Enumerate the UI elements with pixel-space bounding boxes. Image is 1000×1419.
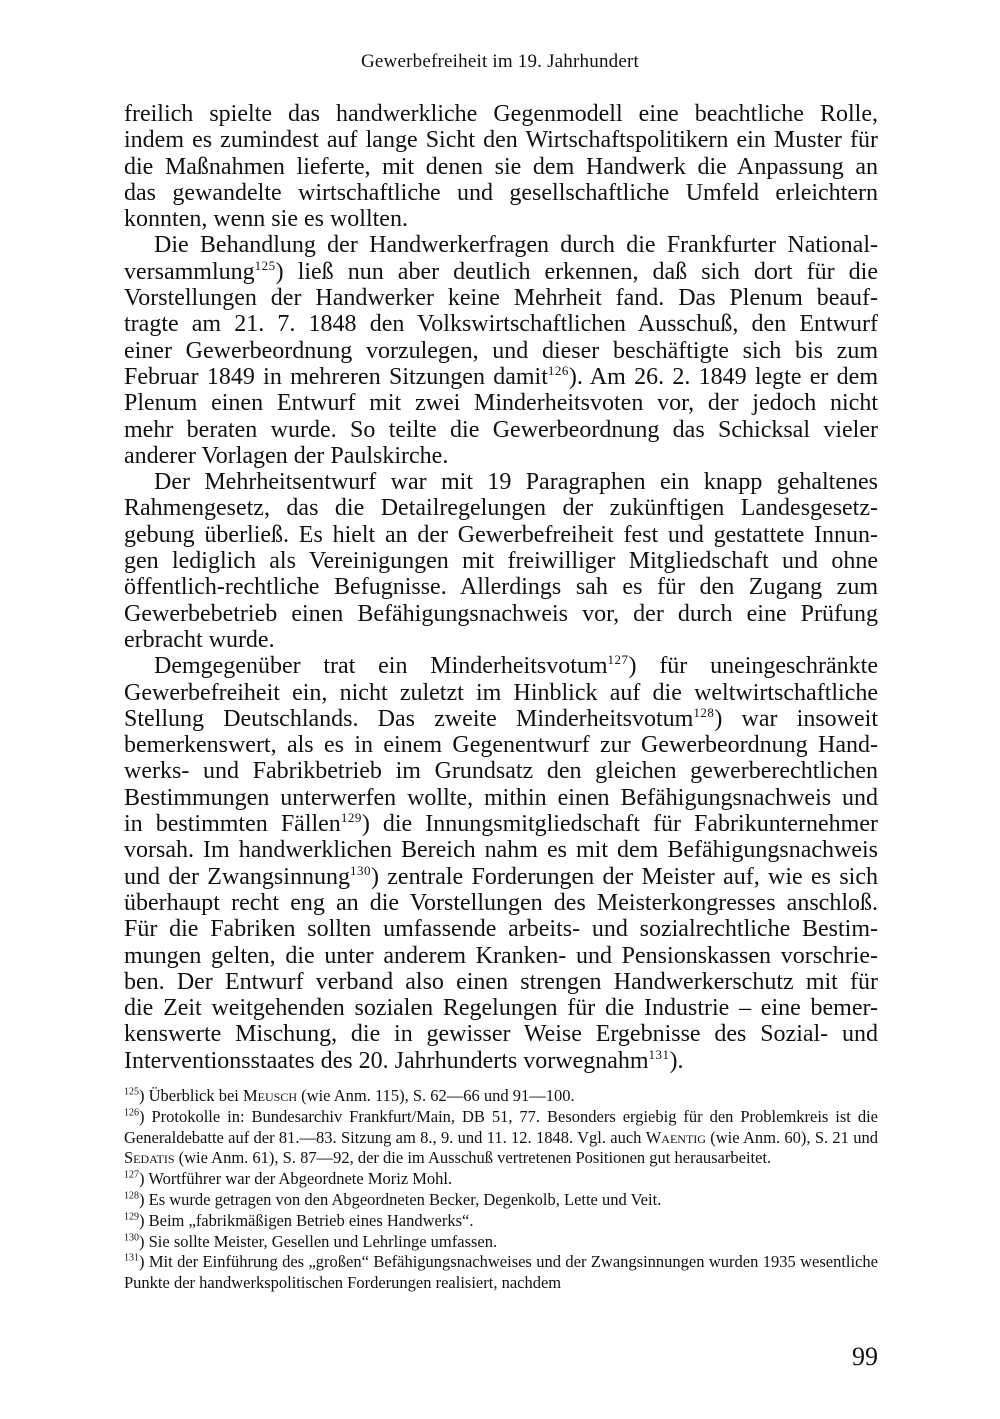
footnote-author: Meusch [243, 1086, 298, 1105]
text-line [124, 864, 878, 890]
paragraph [124, 653, 878, 1074]
text-line: vorsah. Im handwerklichen Bereich nahm es mit dem Befähigungsnachweis [124, 837, 878, 864]
text-line: anderer Vorlagen der Paulskirche. [124, 442, 449, 469]
text-line [124, 653, 878, 679]
running-header: Gewerbefreiheit im 19. Jahrhundert [361, 51, 639, 72]
text-line: die Maßnahmen lieferte, mit denen sie dem Handwerk die Anpassung an [124, 153, 878, 180]
text-line [124, 259, 878, 285]
text-segment: ) war insoweit [714, 705, 878, 732]
text-line: freilich spielte das handwerkliche Gegenmodell eine beachtliche Rolle, [124, 101, 878, 127]
text-segment: in bestimmten Fällen [124, 811, 341, 838]
footnote-number: 129 [124, 1211, 139, 1223]
footnote-number: 128 [124, 1190, 139, 1202]
paragraph [124, 469, 878, 653]
text-line [124, 1048, 878, 1074]
text-line: bemerkenswert, als es in einem Gegenentwurf zur Gewerbeordnung Hand- [124, 732, 878, 759]
text-line [124, 364, 878, 390]
text-line: Der Mehrheitsentwurf war mit 19 Paragraphen ein knapp gehaltenes [154, 469, 878, 496]
body-text [124, 101, 878, 1074]
footnote-text: ) Sie sollte Meister, Gesellen und Lehrlinge umfassen. [139, 1231, 498, 1251]
footnote-127 [124, 1169, 878, 1190]
text-line [124, 811, 878, 837]
text-segment: ) ließ nun aber deutlich erkennen, daß sich dort für die [275, 258, 878, 285]
text-line: öffentlich-rechtliche Befugnisse. Allerdings sah es für den Zugang zum [124, 574, 878, 601]
text-line: ben. Der Entwurf verband also einen strengen Handwerkerschutz mit für [124, 968, 878, 995]
text-segment: Interventionsstaates des 20. Jahrhunderts vorwegnahm [124, 1047, 649, 1074]
text-line: Bestimmungen unterwerfen wollte, mithin einen Befähigungsnachweis und [124, 784, 878, 811]
text-line: gebung überließ. Es hielt an der Gewerbefreiheit fest und gestattete Innun- [124, 521, 878, 548]
footnote-author: Waentig [645, 1127, 706, 1147]
text-line: mehr beraten wurde. So teilte die Gewerbeordnung das Schicksal vieler [124, 416, 878, 443]
text-line: indem es zumindest auf lange Sicht den Wirtschaftspolitikern ein Muster für [124, 127, 878, 154]
text-line: die Zeit weitgehenden sozialen Regelungen für die Industrie – eine bemer- [124, 995, 878, 1022]
paragraph [124, 232, 878, 469]
text-line: das gewandelte wirtschaftliche und gesellschaftliche Umfeld erleichtern [124, 179, 878, 206]
footnote-130 [124, 1232, 878, 1253]
footnote-ref: 125 [254, 257, 276, 273]
footnote-131 [124, 1252, 878, 1294]
footnote-ref: 131 [648, 1046, 670, 1062]
page-number: 99 [852, 1342, 878, 1371]
footnote-text: (wie Anm. 115), S. 62—66 und 91—100. [297, 1086, 575, 1105]
text-line: konnten, wenn sie es wollten. [124, 206, 408, 233]
footnote-ref: 126 [547, 362, 569, 378]
text-line: mungen gelten, die unter anderem Kranken- und Pensionskassen vorschrie- [124, 942, 878, 969]
footnote-number: 125 [124, 1086, 139, 1098]
text-line: erbracht wurde. [124, 626, 275, 653]
text-line: einer Gewerbeordnung vorzulegen, und dieser beschäftigte sich bis zum [124, 337, 878, 364]
text-segment: ) die Innungsmitgliedschaft für Fabrikunternehmer [361, 811, 878, 838]
text-line: Rahmengesetz, das die Detailregelungen der zukünftigen Landesgesetz- [124, 495, 878, 522]
footnote-text: (wie Anm. 60), S. 21 und [705, 1127, 878, 1147]
text-segment: ). [669, 1047, 684, 1074]
footnote-text: ) Protokolle in: Bundesarchiv Frankfurt/Main, DB 51, 77. Besonders ergiebig für den Problemkreis ist die Generaldebatte auf der 81.—83. Sitzung am 8., 9. und 11. 12. 1848. Vgl. auch [124, 1106, 878, 1147]
footnote-number: 131 [124, 1252, 139, 1264]
text-segment: Februar 1849 in mehreren Sitzungen damit [124, 363, 548, 390]
text-segment: ) zentrale Forderungen der Meister auf, wie es sich [370, 863, 879, 890]
footnote-128 [124, 1190, 878, 1211]
text-line: tragte am 21. 7. 1848 den Volkswirtschaftlichen Ausschuß, den Entwurf [124, 311, 878, 338]
text-line: werks- und Fabrikbetrieb im Grundsatz den gleichen gewerberechtlichen [124, 758, 878, 785]
footnote-number: 126 [124, 1107, 139, 1119]
text-line: Für die Fabriken sollten umfassende arbeits- und sozialrechtliche Bestim- [124, 916, 878, 943]
footnote-text: (wie Anm. 61), S. 87—92, der die im Ausschuß vertretenen Positionen gut herausarbeitet. [174, 1148, 772, 1168]
text-segment: Demgegenüber trat ein Minderheitsvotum [154, 653, 608, 680]
footnote-number: 130 [124, 1232, 139, 1244]
footnote-text: ) Überblick bei [139, 1086, 244, 1105]
text-segment: ). Am 26. 2. 1849 legte er dem [568, 363, 878, 390]
text-segment: ) für uneingeschränkte [628, 653, 879, 680]
footnotes [124, 1086, 878, 1294]
footnote-number: 127 [124, 1169, 139, 1181]
text-line: Gewerbebetrieb einen Befähigungsnachweis vor, der durch eine Prüfung [124, 600, 878, 627]
text-line: kenswerte Mischung, die in gewisser Weise Ergebnisse des Sozial- und [124, 1021, 878, 1048]
footnote-129 [124, 1211, 878, 1232]
text-line: Plenum einen Entwurf mit zwei Minderheitsvoten vor, der jedoch nicht [124, 390, 878, 417]
footnote-text: ) Es wurde getragen von den Abgeordneten Becker, Degenkolb, Lette und Veit. [139, 1189, 662, 1209]
text-segment: und der Zwangsinnung [124, 863, 350, 890]
footnote-ref: 130 [349, 862, 371, 878]
footnote-ref: 127 [607, 652, 629, 668]
footnote-126 [124, 1107, 878, 1169]
footnote-text: ) Beim „fabrikmäßigen Betrieb eines Handwerks“. [139, 1210, 474, 1230]
text-line: Die Behandlung der Handwerkerfragen durch die Frankfurter National- [154, 232, 878, 259]
text-line: überhaupt recht eng an die Vorstellungen des Meisterkongresses anschloß. [124, 889, 878, 916]
text-line: Gewerbefreiheit ein, nicht zuletzt im Hinblick auf die weltwirtschaftliche [124, 679, 878, 706]
footnote-125 [124, 1086, 878, 1107]
footnote-author: Sedatis [124, 1148, 175, 1168]
text-segment: versammlung [124, 258, 255, 285]
text-line [124, 706, 878, 732]
footnote-ref: 128 [693, 704, 715, 720]
text-line: gen lediglich als Vereinigungen mit freiwilliger Mitgliedschaft und ohne [124, 548, 878, 575]
footnote-text: ) Wortführer war der Abgeordnete Moriz Mohl. [139, 1169, 453, 1189]
text-segment: Stellung Deutschlands. Das zweite Minderheitsvotum [124, 705, 694, 732]
text-line: Vorstellungen der Handwerker keine Mehrheit fand. Das Plenum beauf- [124, 285, 878, 312]
footnote-ref: 129 [340, 810, 362, 826]
footnote-text: ) Mit der Einführung des „großen“ Befähigungsnachweises und der Zwangsinnungen wurden 1935 wesentliche Punkte der handwerkspolitischen Forderungen realisiert, nachdem [124, 1252, 878, 1293]
paragraph [124, 101, 878, 232]
